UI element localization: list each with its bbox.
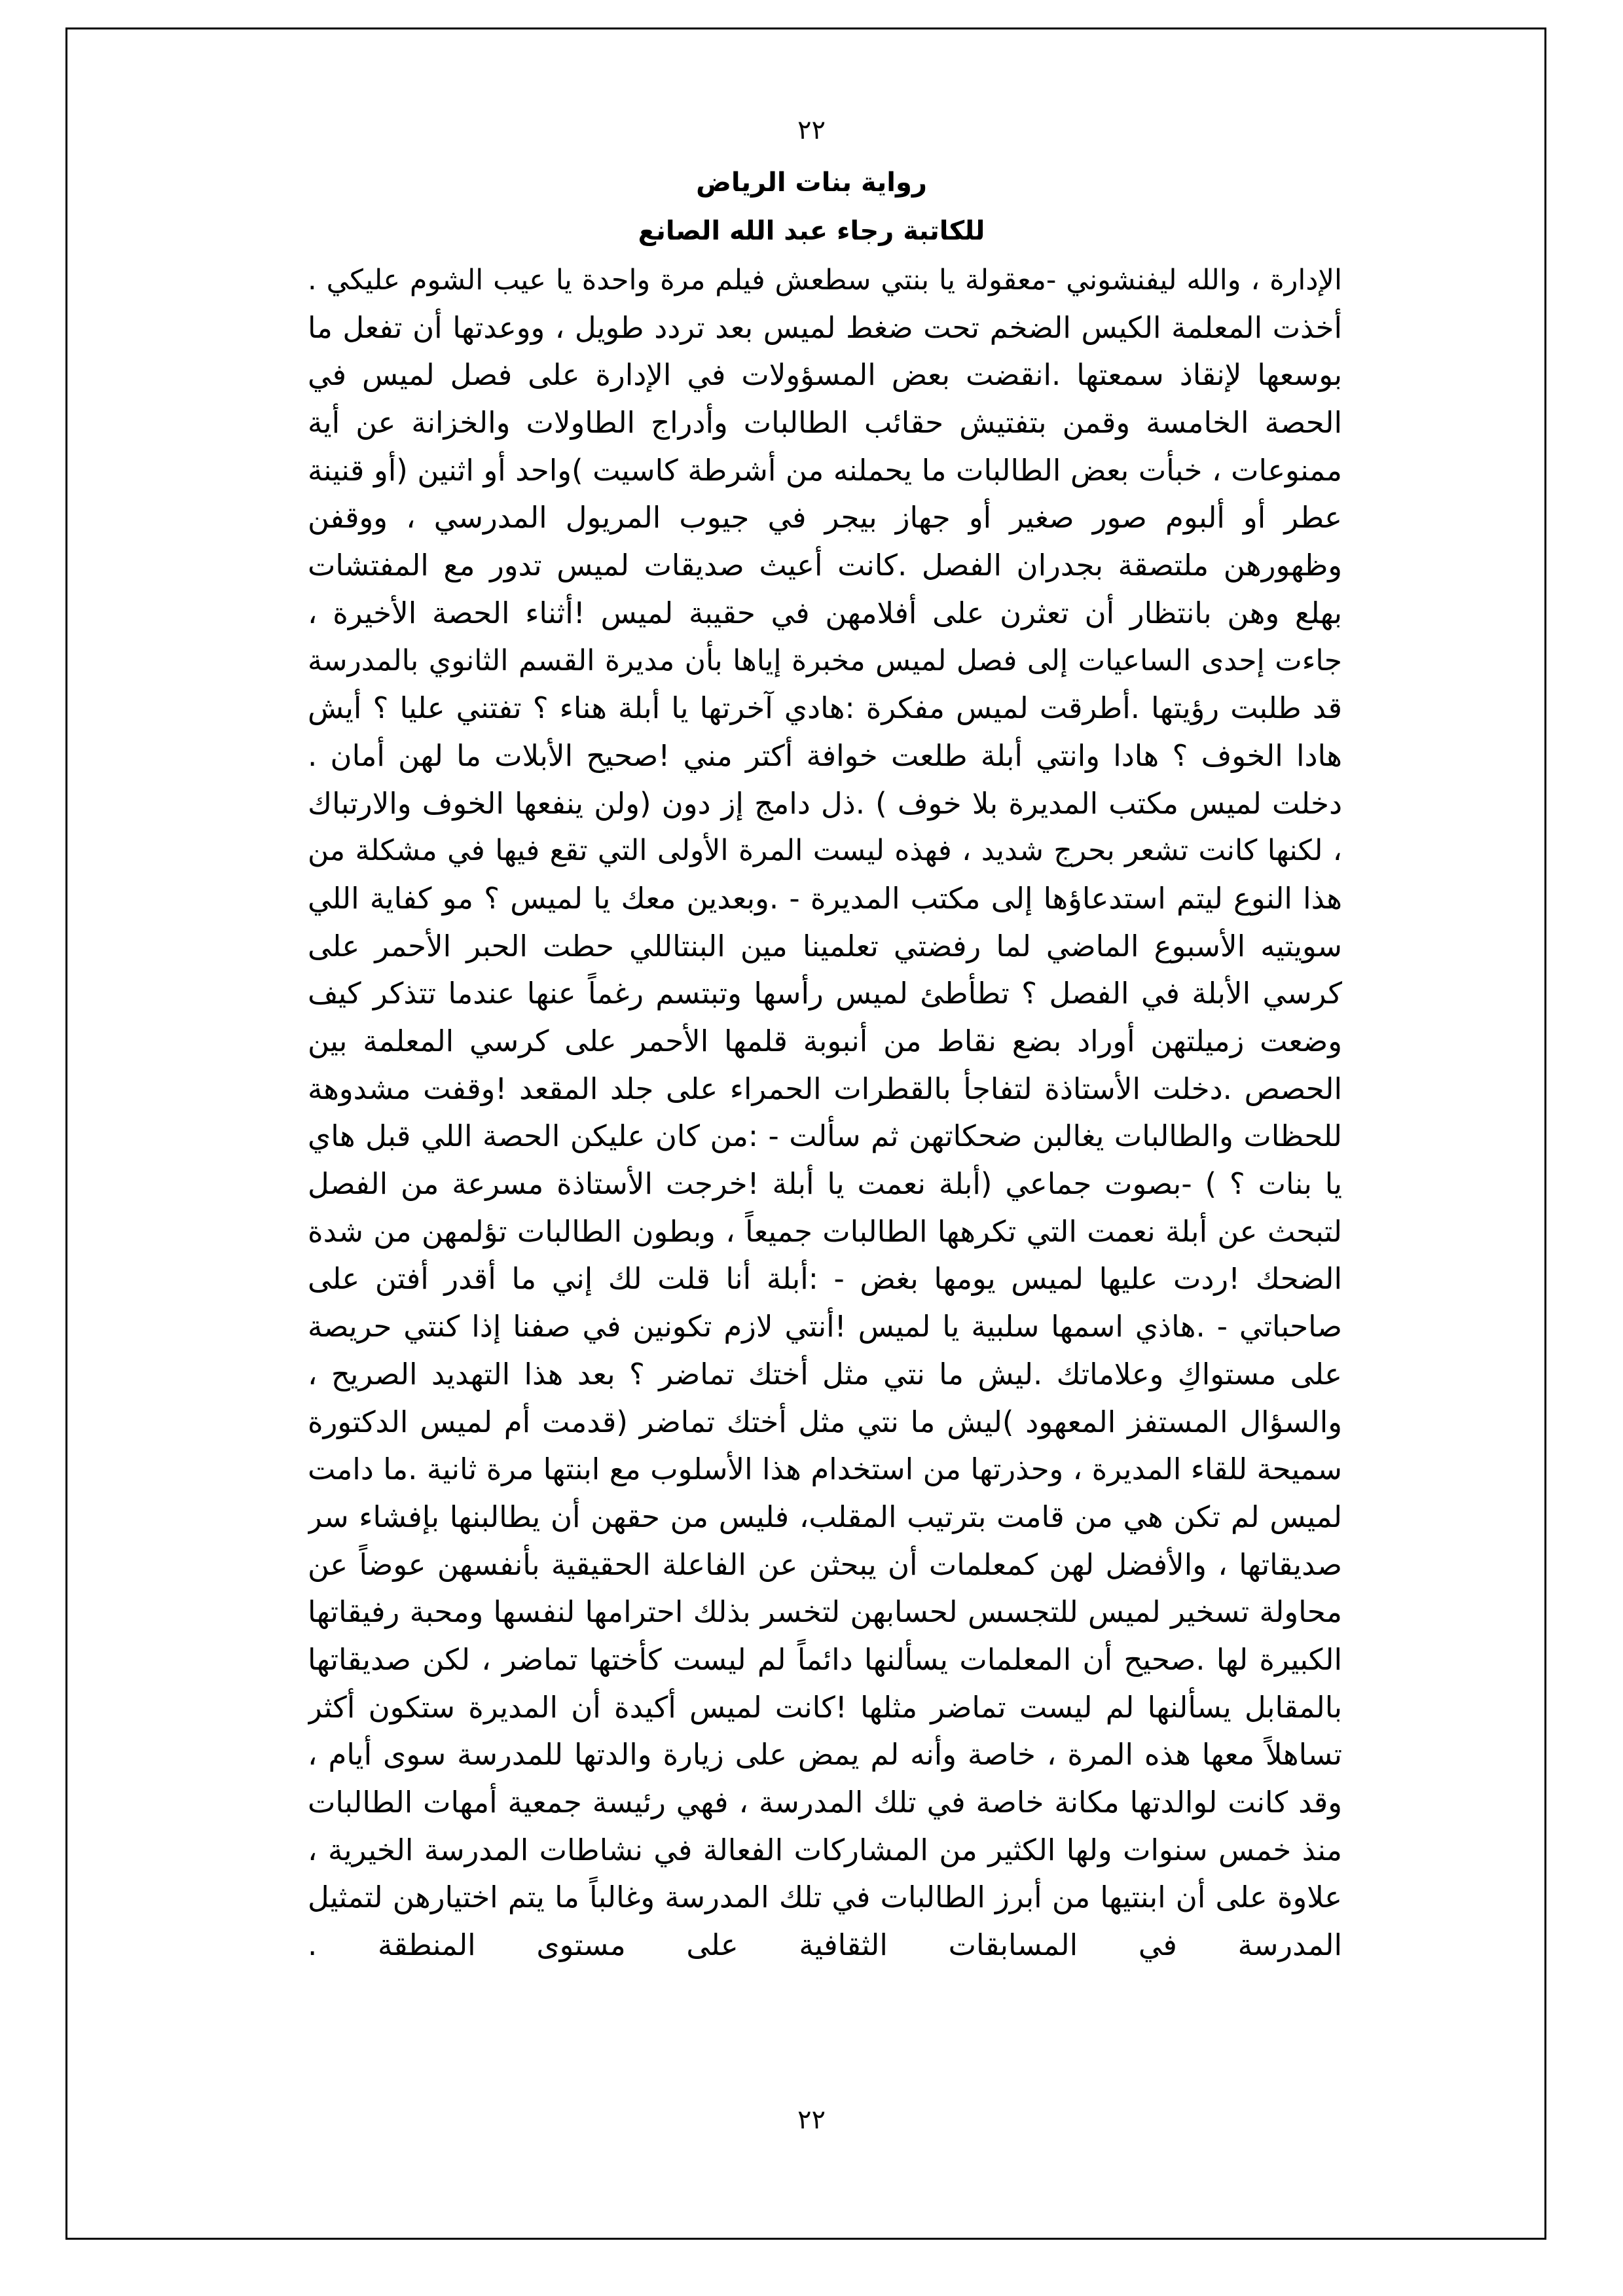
text-line: والسؤال المستفز المعهود )ليش ما نتي مثل أختك تماضر (قدمت أم لميس الدكتورة [308,1404,1342,1439]
text-line: ، لكنها كانت تشعر بحرج شديد ، فهذه ليست المرة الأولى التي تقع فيها في مشكلة من [308,834,1342,868]
text-line: على مستواكِ وعلاماتك .ليش ما نتي مثل أختك تماضر ؟ بعد هذا التهديد الصريح ، [308,1356,1342,1391]
text-line: الضحك !ردت عليها لميس يومها بغض - :أبلة أنا قلت لك إني ما أقدر أفتن على [308,1261,1342,1297]
text-line: وضعت زميلتهن أوراد بضع نقاط من أنبوبة قلمها الأحمر على كرسي المعلمة بين [308,1024,1342,1058]
text-line: الحصة الخامسة وقمن بتفتيش حقائب الطالبات وأدراج الطاولات والخزانة عن أية [308,405,1342,440]
text-line: جاءت إحدى الساعيات إلى فصل لميس مخبرة إياها بأن مديرة القسم الثانوي بالمدرسة [308,643,1342,677]
text-line: منذ خمس سنوات ولها الكثير من المشاركات الفعالة في نشاطات المدرسة الخيرية ، [308,1832,1342,1867]
text-line: محاولة تسخير لميس للتجسس لحسابهن لتخسر بذلك احترامها لنفسها ومحبة رفيقاتها [308,1594,1342,1630]
text-line: سميحة للقاء المديرة ، وحذرتها من استخدام هذا الأسلوب مع ابنتها مرة ثانية .ما دامت [308,1452,1342,1487]
page-number-top: ٢٢ [797,115,826,145]
text-line: وظهورهن ملتصقة بجدران الفصل .كانت أعيث صديقات لميس تدور مع المفتشات [308,548,1342,583]
text-line: وقد كانت لوالدتها مكانة خاصة في تلك المدرسة ، فهي رئيسة جمعية أمهات الطالبات [308,1785,1342,1820]
text-line: بوسعها لإنقاذ سمعتها .انقضت بعض المسؤولات في الإدارة على فصل لميس في [308,357,1342,393]
text-line: بالمقابل يسألنها لم ليست تماضر مثلها !كانت لميس أكيدة أن المديرة ستكون أكثر [308,1689,1342,1725]
text-line: قد طلبت رؤيتها .أطرقت لميس مفكرة :هادي آخرتها يا أبلة هناء ؟ تفتني عليا ؟ أيش [308,691,1342,726]
text-line: هذا النوع ليتم استدعاؤها إلى مكتب المديرة - .وبعدين معك يا لميس ؟ مو كفاية اللي [308,880,1342,916]
text-line: صديقاتها ، والأفضل لهن كمعلمات أن يبحثن عن الفاعلة الحقيقية بأنفسهن عوضاً عن [308,1547,1342,1582]
text-line: يا بنات ؟ ) -بصوت جماعي (أبلة نعمت يا أبلة !خرجت الأستاذة مسرعة من الفصل [308,1166,1342,1202]
text-line: الإدارة ، والله ليفنشوني -معقولة يا بنتي سطعش فيلم مرة واحدة يا عيب الشوم عليكي . [308,264,1342,296]
text-line: كرسي الأبلة في الفصل ؟ تطأطئ لميس رأسها وتبتسم رغماً عنها عندما تتذكر كيف [308,976,1342,1011]
text-line: لتبحث عن أبلة نعمت التي تكرهها الطالبات جميعاً ، وبطون الطالبات تؤلمهن من شدة [308,1213,1342,1249]
text-line: تساهلاً معها هذه المرة ، خاصة وأنه لم يمض على زيارة والدتها للمدرسة سوى أيام ، [308,1737,1342,1772]
text-line: هادا الخوف ؟ هادا وانتي أبلة طلعت خوافة أكتر مني !صحيح الأبلات ما لهن أمان . [308,738,1342,773]
text-line: دخلت لميس مكتب المديرة بلا خوف ) .ذل دامج إز دون (ولن ينفعها الخوف والارتباك [308,785,1342,821]
text-line: علاوة على أن ابنتيها من أبرز الطالبات في تلك المدرسة وغالباً ما يتم اختيارهن لتمثيل [308,1880,1342,1915]
text-line: بهلع وهن بانتظار أن تعثرن على أفلامهن في حقيبة لميس !أثناء الحصة الأخيرة ، [308,595,1342,630]
text-line: أخذت المعلمة الكيس الضخم تحت ضغط لميس بعد تردد طويل ، ووعدتها أن تفعل ما [308,310,1342,345]
text-line: لميس لم تكن هي من قامت بترتيب المقلب، فليس من حقهن أن يطالبنها بإفشاء سر [308,1499,1342,1534]
page-number-bottom: ٢٢ [797,2105,826,2135]
text-line: عطر أو ألبوم صور صغير أو جهاز بيجر في جيوب المريول المدرسي ، ووقفن [308,500,1342,535]
text-line: ممنوعات ، خبأت بعض الطالبات ما يحملنه من أشرطة كاسيت )واحد أو اثنين (أو قنينة [308,452,1342,488]
text-line: الحصص .دخلت الأستاذة لتفاجأ بالقطرات الحمراء على جلد المقعد !وقفت مشدوهة [308,1071,1342,1106]
text-line: المدرسة في المسابقات الثقافية على مستوى المنطقة . [308,1928,1342,1963]
text-line: صاحباتي - .هاذي اسمها سلبية يا لميس !أنتي لازم تكونين في صفنا إذا كنتي حريصة [308,1309,1342,1344]
text-line: للحظات والطالبات يغالبن ضحكاتهن ثم سألت - :من كان عليكن الحصة اللي قبل هاي [308,1119,1342,1154]
book-title: رواية بنات الرياض [696,168,927,198]
text-line: سويتيه الأسبوع الماضي لما رفضتي تعلمينا مين البنتاللي حطت الحبر الأحمر على [308,928,1342,963]
text-line: الكبيرة لها .صحيح أن المعلمات يسألنها دائماً لم ليست كأختها تماضر ، لكن صديقاتها [308,1641,1342,1677]
body-text [308,257,1342,1969]
author-line: للكاتبة رجاء عبد الله الصانع [638,216,985,246]
